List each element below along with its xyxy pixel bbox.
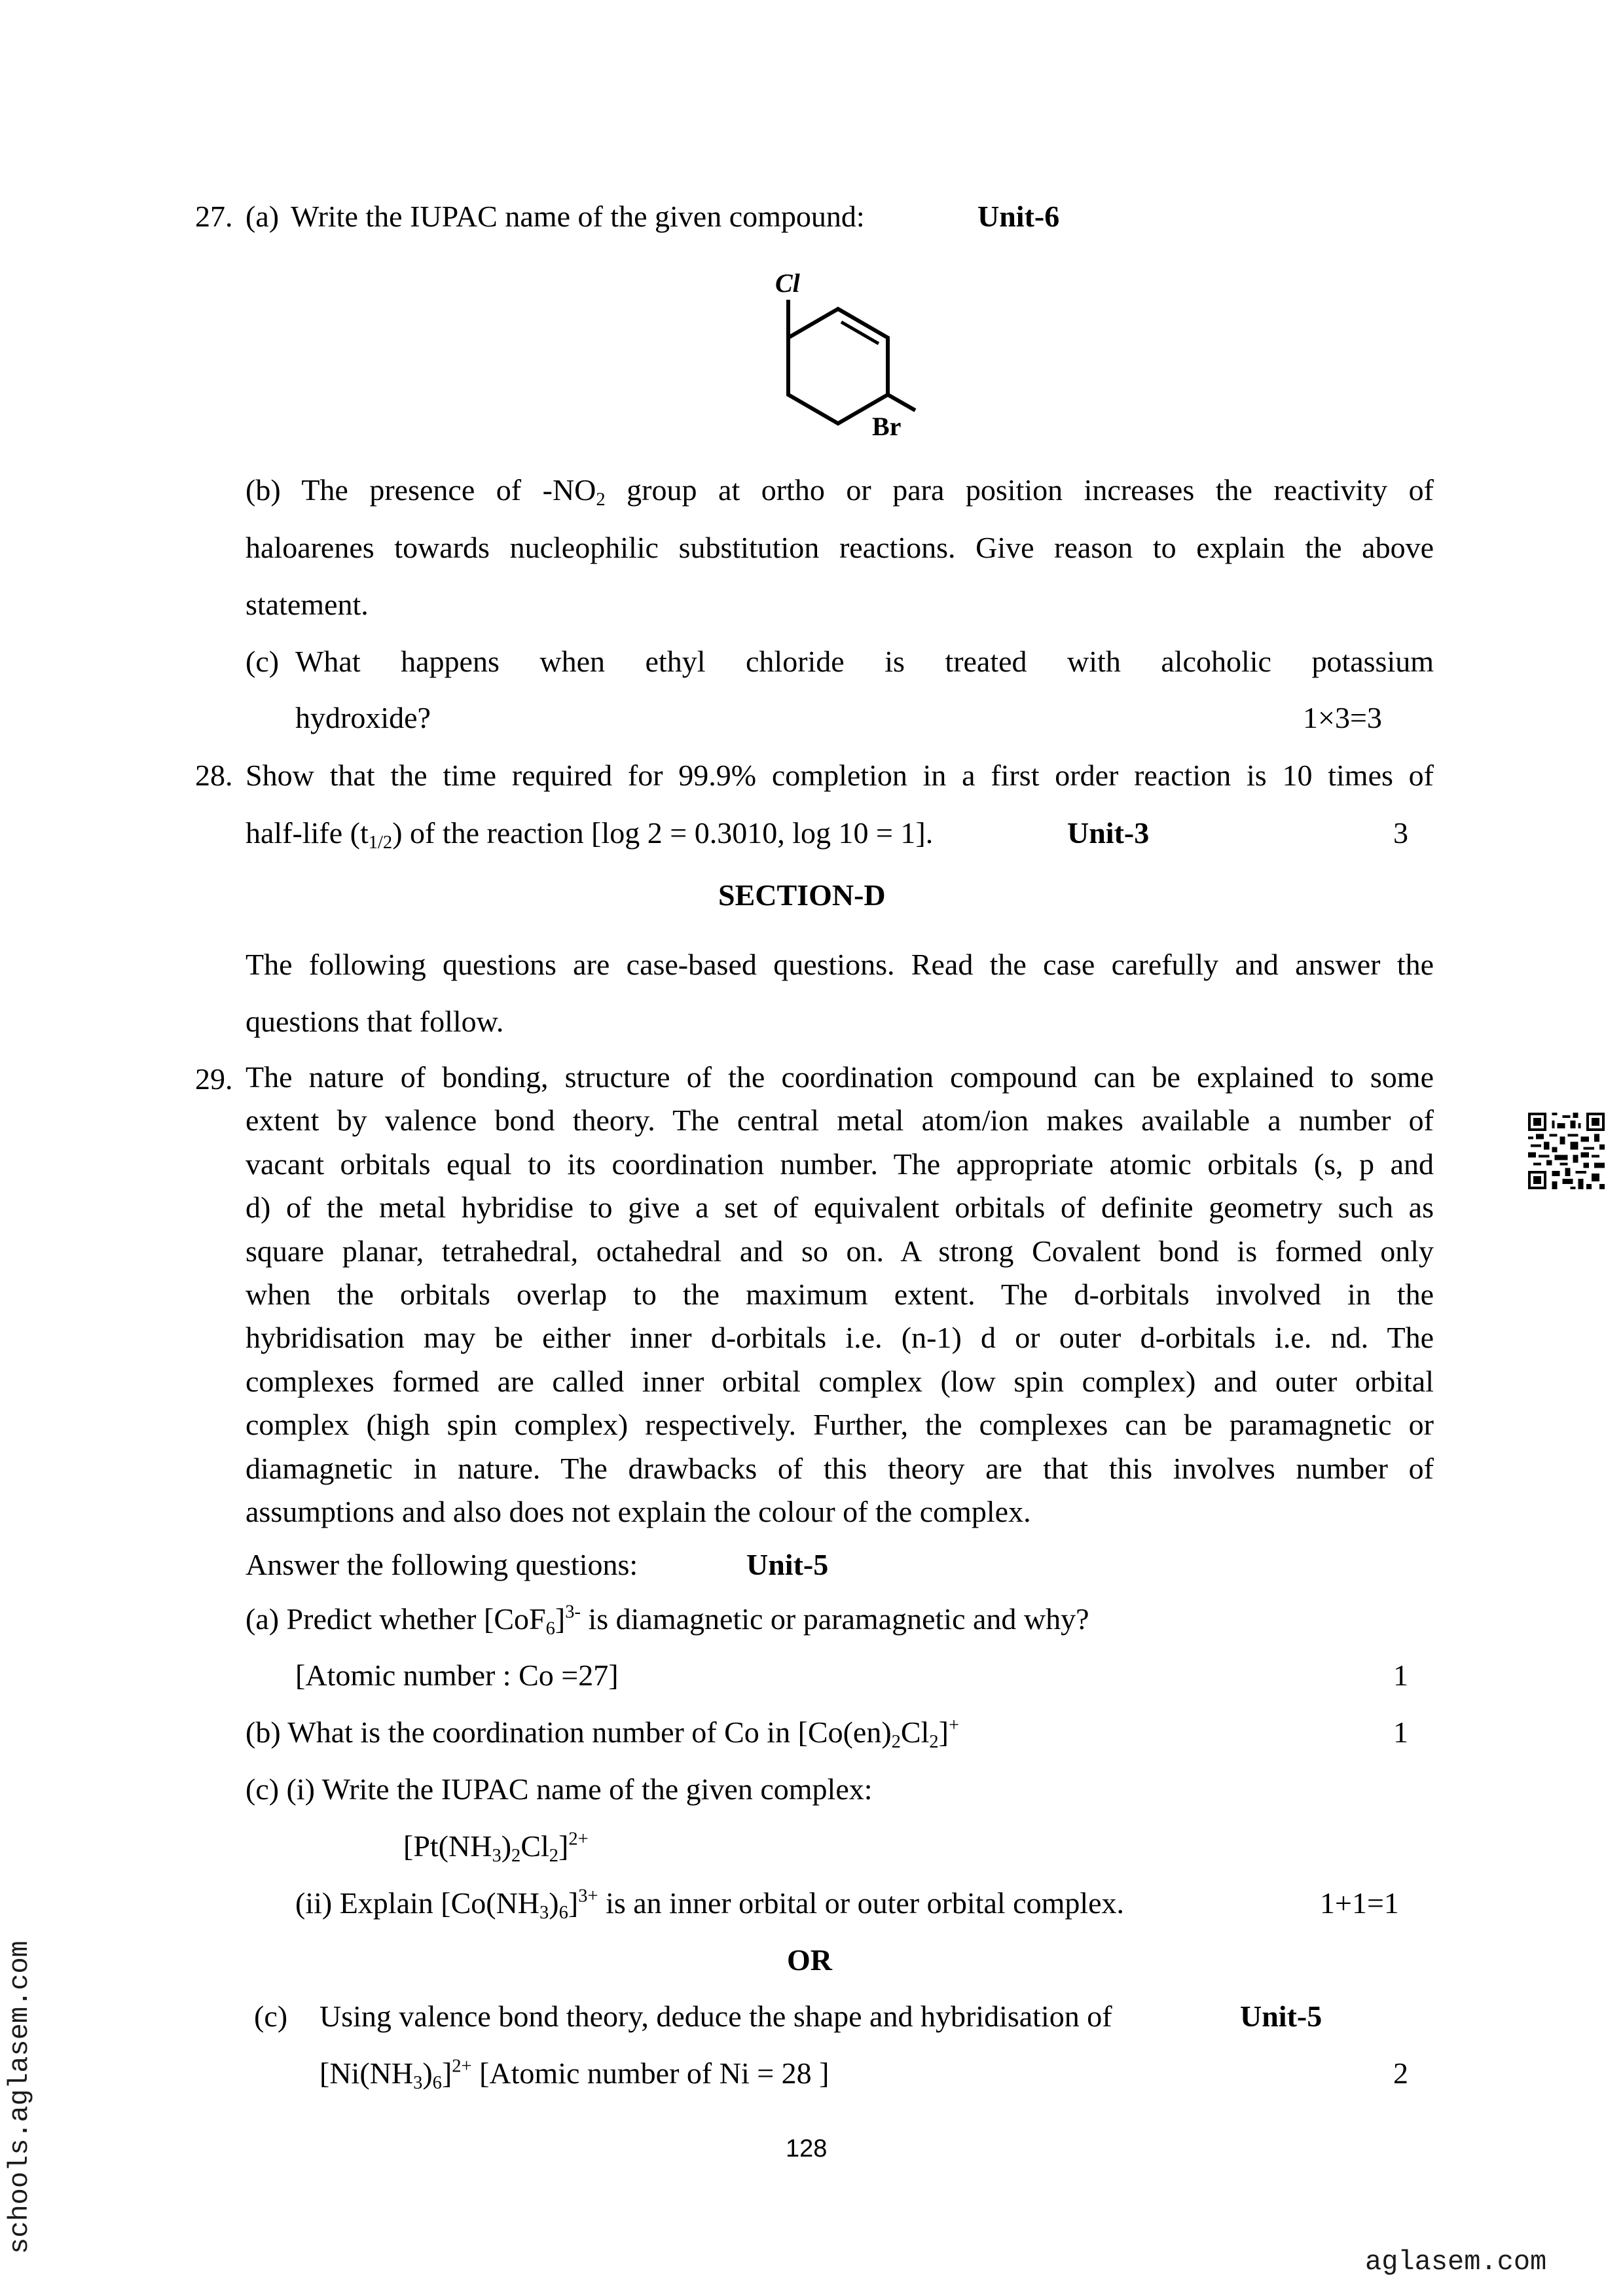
q29c-formula: $[Pt(NH_3)_2Cl_2]^{2+}$ [403, 1829, 589, 1866]
q27c-line2: hydroxide? [295, 701, 431, 734]
passage-line: diamagnetic in nature. The drawbacks of this theory are that this involves number of [246, 1451, 1434, 1485]
q28-unit: Unit-3 [1067, 816, 1150, 850]
passage-line: complexes formed are called inner orbital complex (low spin complex) and outer orbital [246, 1364, 1434, 1398]
q29-number: 29. [195, 1062, 233, 1096]
section-d-intro-line1: The following questions are case-based questions. Read the case carefully and answer the [246, 948, 1434, 981]
passage-line: vacant orbitals equal to its coordination number. The appropriate atomic orbitals (s, p and [246, 1147, 1434, 1181]
cl-label: Cl [775, 268, 800, 298]
q29c-line1: (c) (i) Write the IUPAC name of the given complex: [246, 1772, 873, 1806]
q28-marks: 3 [1393, 816, 1408, 850]
watermark-left: schools.aglasem.com [4, 1941, 35, 2254]
br-bond [888, 395, 915, 410]
passage-line: assumptions and also does not explain the colour of the complex. [246, 1494, 1031, 1528]
q29-passage [246, 1056, 1434, 1534]
q29b-marks: 1 [1393, 1715, 1408, 1749]
cyclohexene-ring [788, 309, 888, 423]
q27b-line3: statement. [246, 588, 369, 621]
q29c-marks: 1+1=1 [1320, 1886, 1399, 1920]
q29-alt-unit: Unit-5 [1240, 2000, 1322, 2033]
q27-number: 27. [195, 200, 233, 233]
q29-alt-marks: 2 [1393, 2056, 1408, 2090]
or-label: OR [787, 1943, 832, 1977]
q29-alt-line2: $[Ni(NH_3)_6]^{2+}$ [Atomic number of Ni = 28 ] [319, 2056, 830, 2093]
q27c-prefix: (c) [246, 645, 280, 678]
q27c-line1: What happens when ethyl chloride is treated with alcoholic potassium [295, 645, 1434, 678]
q27b-line2: haloarenes towards nucleophilic substitution reactions. Give reason to explain the above [246, 531, 1434, 564]
watermark-right: aglasem.com [1365, 2246, 1547, 2278]
passage-line: square planar, tetrahedral, octahedral and so on. A strong Covalent bond is formed only [246, 1234, 1434, 1268]
passage-line: complex (high spin complex) respectively. Further, the complexes can be paramagnetic or [246, 1408, 1434, 1442]
passage-line: hybridisation may be either inner d-orbitals i.e. (n-1) d or outer d-orbitals i.e. nd. The [246, 1321, 1434, 1355]
page-number: 128 [786, 2135, 828, 2162]
passage-line: when the orbitals overlap to the maximum extent. The d-orbitals involved in the [246, 1277, 1434, 1311]
passage-line: d) of the metal hybridise to give a set of equivalent orbitals of definite geometry such as [246, 1191, 1434, 1225]
double-bond-line [841, 322, 879, 344]
q29a-line1: (a) Predict whether $[CoF_6]^{3-}$ is diamagnetic or paramagnetic and why? [246, 1602, 1089, 1639]
q29-unit: Unit-5 [746, 1548, 829, 1581]
q29-alt-line1: Using valence bond theory, deduce the shape and hybridisation of [319, 2000, 1112, 2033]
chemical-structure [707, 262, 943, 458]
q29-answer-prompt: Answer the following questions: [246, 1548, 638, 1581]
qr-code-icon[interactable] [1528, 1113, 1605, 1189]
q27a-prefix: (a) [246, 200, 280, 233]
passage-line: extent by valence bond theory. The central metal atom/ion makes available a number of [246, 1103, 1434, 1138]
q28-line1: Show that the time required for 99.9% completion in a first order reaction is 10 times of [246, 759, 1434, 792]
q27-marks: 1×3=3 [1303, 701, 1382, 734]
q28-line2: half-life $(t_{1/2})$ of the reaction [log 2 = 0.3010, log 10 = 1]. [246, 816, 934, 853]
section-d-intro-line2: questions that follow. [246, 1005, 504, 1038]
q27b-line1: (b) The presence of $-NO_2$ group at ortho or para position increases the reactivity of [246, 473, 1434, 510]
q27a-unit: Unit-6 [977, 200, 1060, 233]
section-d-title: SECTION-D [718, 878, 886, 912]
q28-number: 28. [195, 759, 233, 792]
q29-alt-prefix: (c) [254, 2000, 288, 2033]
q29c-ii-line: (ii) Explain $[Co(NH_3)_6]^{3+}$ is an inner orbital or outer orbital complex. [295, 1886, 1125, 1923]
q29a-line2: [Atomic number : Co =27] [295, 1659, 619, 1692]
q27a-text: Write the IUPAC name of the given compound: [291, 200, 865, 233]
br-label: Br [872, 412, 902, 441]
passage-line: The nature of bonding, structure of the coordination compound can be explained to some [246, 1060, 1434, 1094]
q29a-marks: 1 [1393, 1659, 1408, 1692]
q29b-line: (b) What is the coordination number of Co in $[Co(en)_2Cl_2]^+$ [246, 1715, 960, 1752]
